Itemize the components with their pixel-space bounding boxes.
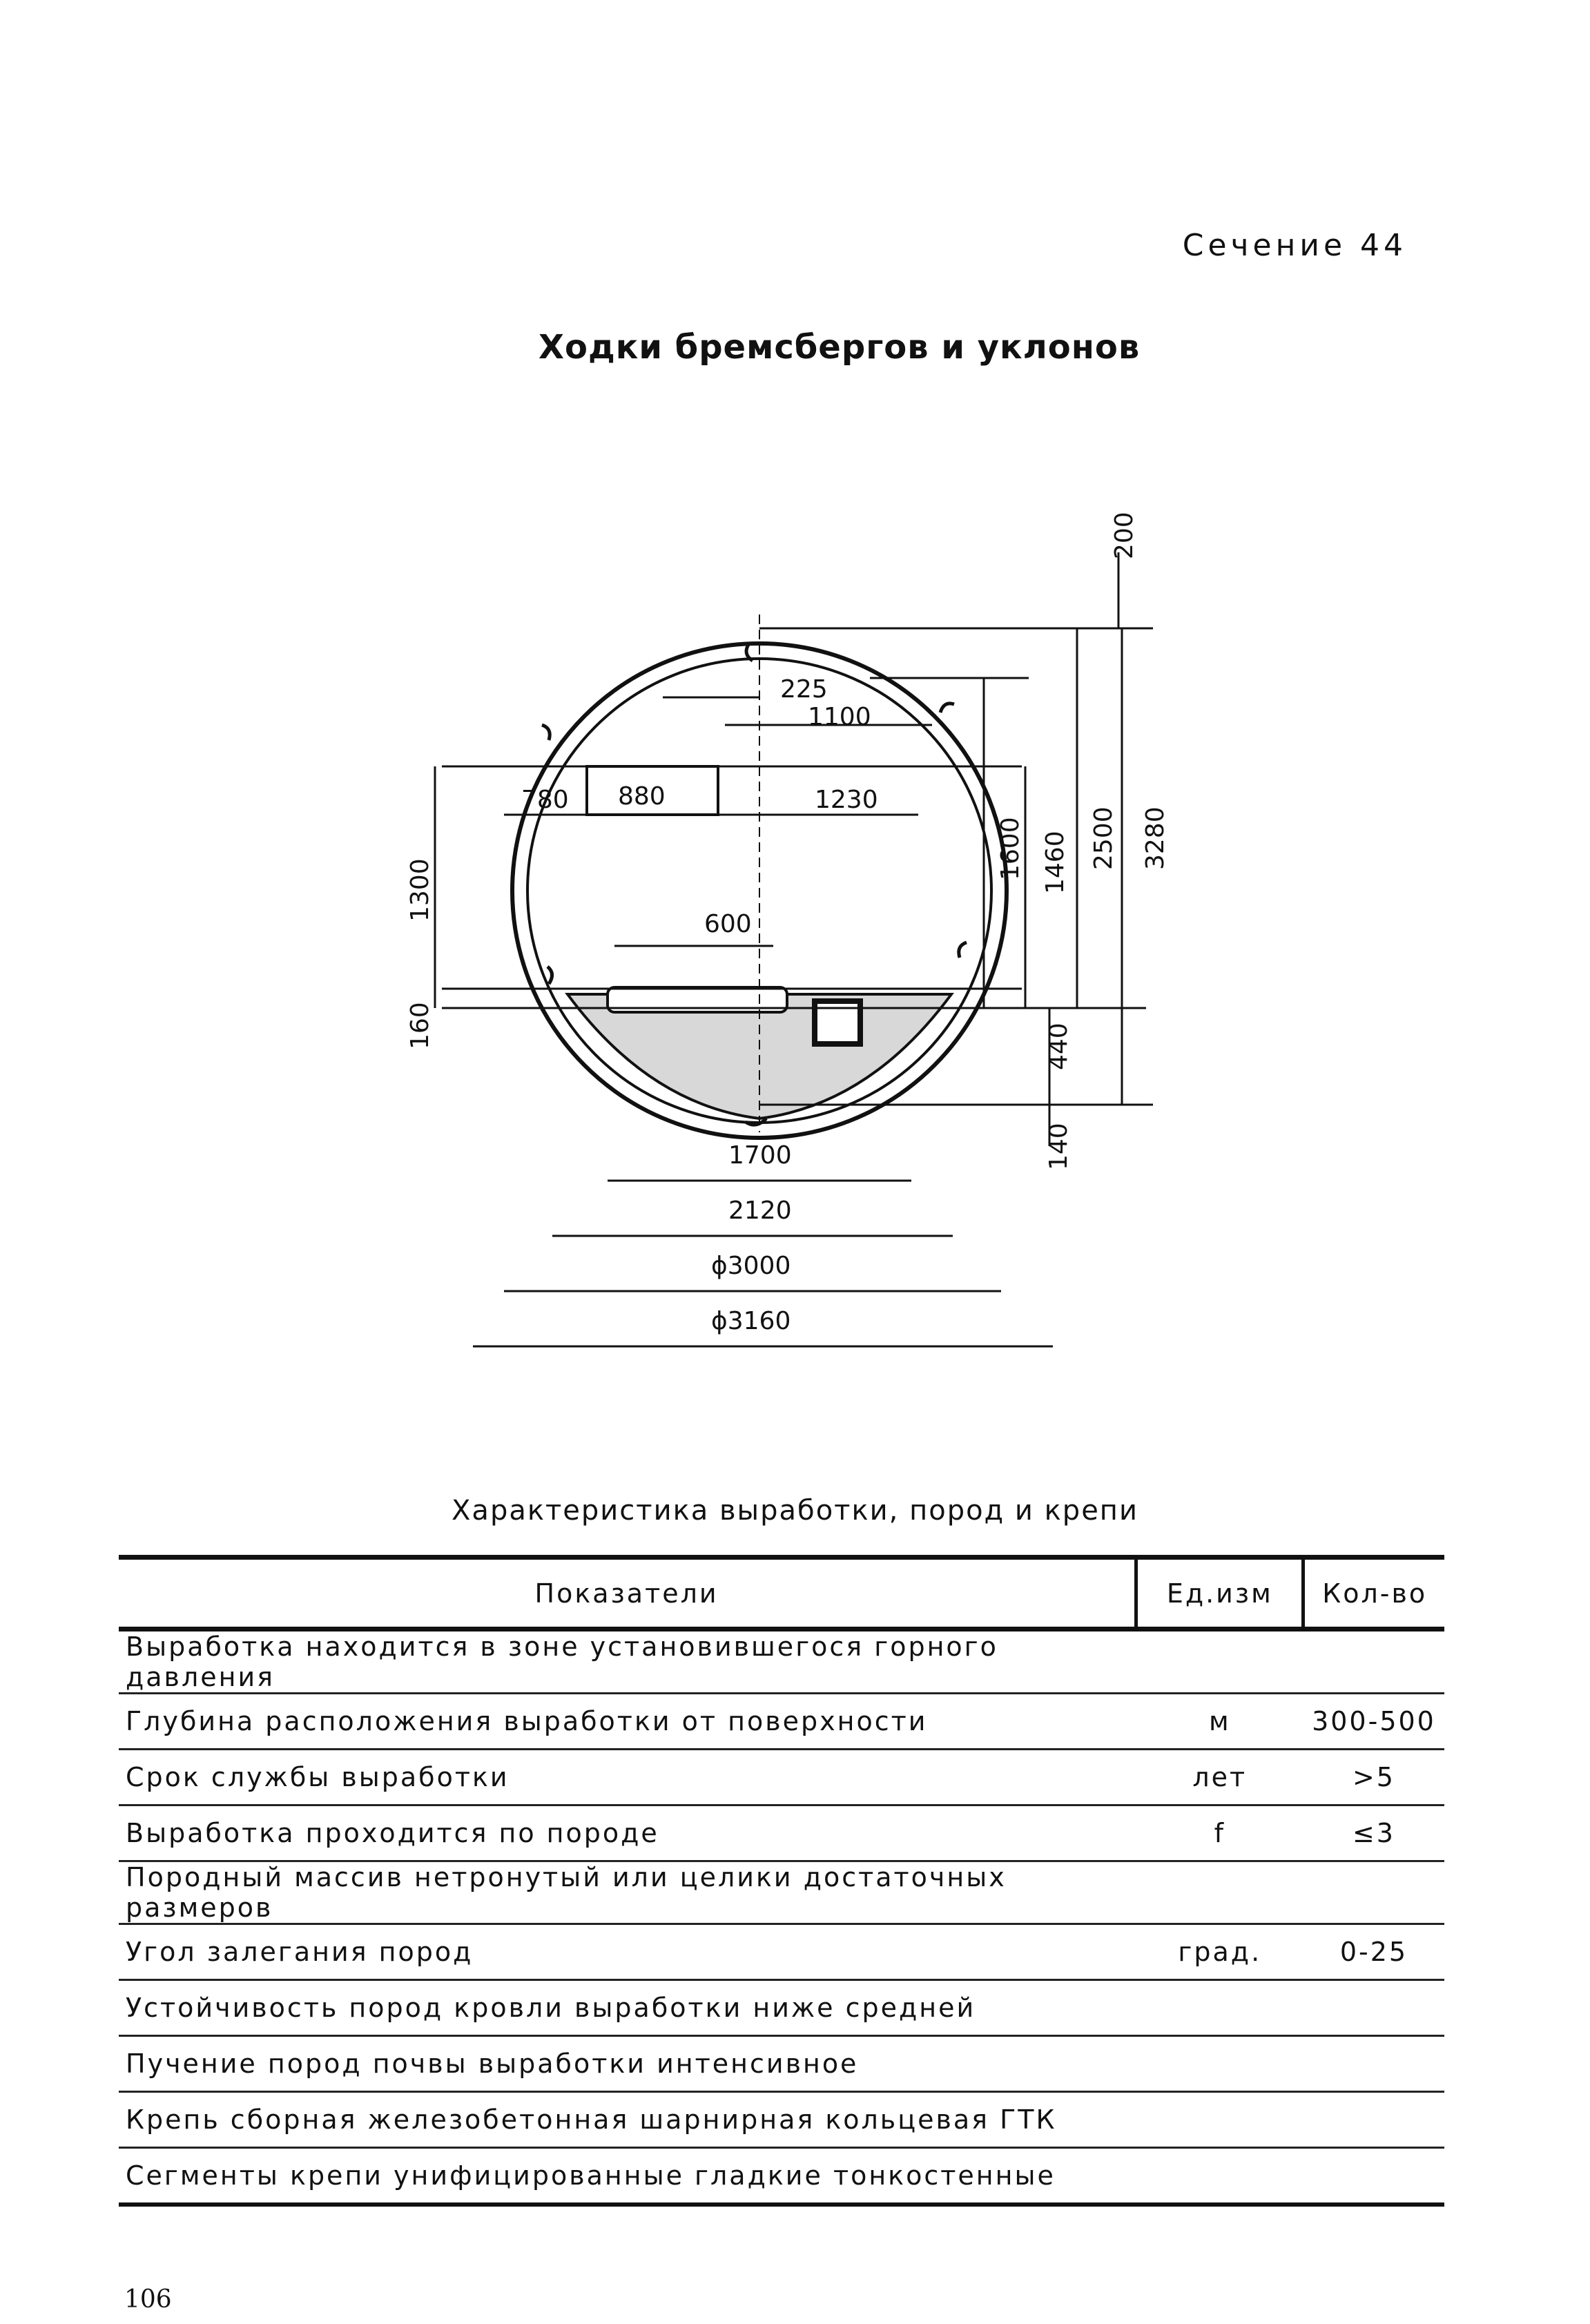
row-unit: град. [1178,1937,1262,1967]
table-row [119,1805,1444,1861]
dim-2500: 2500 [1089,806,1118,870]
row-qty [1303,1629,1444,1694]
table-row [119,1750,1444,1805]
dim-1230: 1230 [815,786,878,814]
table-caption: Характеристика выработки, пород и крепи [452,1495,1138,1527]
table-header-row [119,1558,1444,1629]
header-qty: Кол-во [1303,1558,1444,1629]
dim-440: 440 [1045,1023,1073,1070]
table-row [119,2148,1444,2205]
table-row [119,1980,1444,2036]
row-qty [1303,1861,1444,1924]
row-indicator: Сегменты крепи унифицированные гладкие тонкостенные [126,2160,1056,2191]
dim-600: 600 [704,910,752,938]
row-unit [1136,2148,1303,2205]
spec-table [119,1555,1444,2207]
dim-1100: 1100 [808,703,871,731]
header-unit: Ед.изм [1136,1558,1303,1629]
row-indicator: Глубина расположения выработки от поверхности [126,1706,928,1736]
row-indicator: Срок службы выработки [126,1762,510,1792]
row-indicator: Пучение пород почвы выработки интенсивное [126,2049,859,2079]
row-unit: м [1208,1706,1231,1736]
row-indicator: Выработка находится в зоне установившегося горного давления [126,1631,998,1692]
row-qty [1303,1980,1444,2036]
row-qty: ≤3 [1352,1818,1395,1848]
row-unit [1136,1629,1303,1694]
row-unit: f [1214,1818,1225,1848]
dim-780: 780 [521,786,569,814]
row-unit [1136,1980,1303,2036]
dim-140: 140 [1045,1123,1073,1170]
row-qty: >5 [1352,1762,1395,1792]
table-row [119,2036,1444,2092]
row-indicator: Выработка проходится по породе [126,1818,659,1848]
table-row [119,1924,1444,1980]
dim-1460: 1460 [1041,831,1069,894]
dim-1600: 1600 [996,817,1025,880]
tunnel-cross-section-drawing [387,497,1229,1367]
dim-160: 160 [406,1002,434,1049]
row-indicator: Породный массив нетронутый или целики достаточных размеров [126,1862,1007,1923]
row-unit [1136,1861,1303,1924]
row-unit [1136,2036,1303,2092]
dim-880: 880 [618,782,666,811]
row-qty: 300-500 [1312,1706,1436,1736]
row-unit [1136,2092,1303,2148]
header-indicator: Показатели [534,1578,719,1609]
row-qty [1303,2036,1444,2092]
section-label: Сечение 44 [1182,228,1407,263]
row-qty: 0-25 [1339,1937,1408,1967]
row-indicator: Крепь сборная железобетонная шарнирная кольцевая ГТК [126,2104,1057,2135]
row-indicator: Угол залегания пород [126,1937,474,1967]
dim-225: 225 [780,675,828,704]
dim-dia-3160: ϕ3160 [711,1307,791,1335]
dim-dia-3000: ϕ3000 [711,1252,791,1280]
table-row [119,1861,1444,1924]
table-row [119,1694,1444,1750]
dim-200: 200 [1110,512,1138,559]
dim-1700: 1700 [728,1141,792,1170]
page-number: 106 [124,2285,172,2314]
row-qty [1303,2148,1444,2205]
dim-2120: 2120 [728,1197,792,1225]
row-indicator: Устойчивость пород кровли выработки ниже средней [126,1993,976,2023]
dim-3280: 3280 [1141,806,1170,870]
table-row [119,1629,1444,1694]
page-title: Ходки бремсбергов и уклонов [539,328,1141,367]
row-qty [1303,2092,1444,2148]
table-row [119,2092,1444,2148]
dim-1300: 1300 [406,858,434,922]
row-unit: лет [1192,1762,1248,1792]
